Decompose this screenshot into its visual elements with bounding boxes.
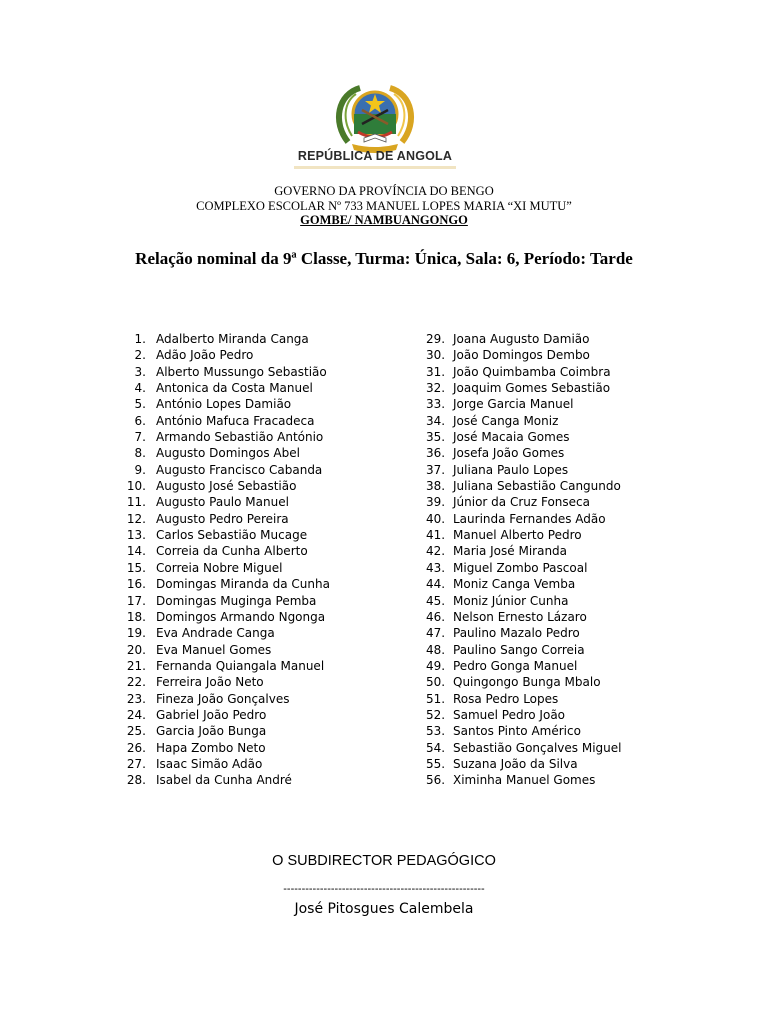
list-item [122,331,330,347]
list-item-number: 27. [126,756,146,771]
student-name: Juliana Paulo Lopes [453,462,569,477]
list-item-number: 30. [426,348,446,363]
list-item [426,494,621,510]
list-item-number: 28. [126,773,146,788]
list-item [122,478,330,494]
student-name: Pedro Gonga Manuel [453,658,578,673]
list-item-number: 40. [426,511,446,526]
list-item-number: 13. [126,528,146,543]
list-item [426,740,621,756]
list-item [122,462,330,478]
student-name: Augusto José Sebastião [156,479,297,494]
student-name: Gabriel João Pedro [156,707,267,722]
list-item-number: 4. [134,381,146,396]
student-name: Josefa João Gomes [453,446,565,461]
list-item [426,625,621,641]
list-item-number: 8. [134,446,146,461]
list-item-number: 23. [126,691,146,706]
student-name: Eva Manuel Gomes [156,642,272,657]
list-item [426,462,621,478]
list-item-number: 21. [126,658,146,673]
list-item [426,576,621,592]
student-name: João Quimbamba Coimbra [453,364,611,379]
student-name: Quingongo Bunga Mbalo [453,675,601,690]
student-name: Joaquim Gomes Sebastião [453,381,611,396]
list-item [122,511,330,527]
list-item-number: 38. [426,479,446,494]
document-title: Relação nominal da 9ª Classe, Turma: Única, Sala: 6, Período: Tarde [135,249,633,268]
list-item-number: 52. [426,707,446,722]
list-item [426,445,621,461]
student-name: Hapa Zombo Neto [156,740,266,755]
list-item-number: 25. [126,724,146,739]
list-item-number: 54. [426,740,446,755]
republica-angola-emblem [288,80,462,174]
list-item-number: 17. [126,593,146,608]
list-item-number: 33. [426,397,446,412]
list-item [426,772,621,788]
list-item [122,772,330,788]
student-name: António Lopes Damião [156,397,292,412]
list-item-number: 16. [126,577,146,592]
list-item-number: 29. [426,332,446,346]
list-item-number: 3. [134,364,146,379]
student-name: Augusto Pedro Pereira [156,511,289,526]
list-item [426,756,621,772]
list-item-number: 7. [134,430,146,445]
list-item [426,609,621,625]
list-item-number: 36. [426,446,446,461]
signature-line: ------------------------------------------------------- [283,883,485,895]
list-item [122,609,330,625]
list-item [122,691,330,707]
list-item [122,560,330,576]
student-name: Fineza João Gonçalves [156,691,290,706]
list-item-number: 50. [426,675,446,690]
list-item [426,347,621,363]
student-name: António Mafuca Fracadeca [156,413,315,428]
list-item-number: 1. [134,332,146,346]
list-item-number: 11. [126,495,146,510]
student-name: Paulino Sango Correia [453,642,585,657]
student-name: Carlos Sebastião Mucage [156,528,308,543]
list-item [426,364,621,380]
student-name: Fernanda Quiangala Manuel [156,658,325,673]
list-item-number: 46. [426,609,446,624]
list-item [426,429,621,445]
student-name: Juliana Sebastião Cangundo [453,479,621,494]
student-name: Moniz Canga Vemba [453,577,576,592]
list-item-number: 55. [426,756,446,771]
list-item [426,560,621,576]
list-item [122,740,330,756]
student-name: Moniz Júnior Cunha [453,593,569,608]
list-item [122,380,330,396]
list-item [122,429,330,445]
student-name: Manuel Alberto Pedro [453,528,582,543]
list-item [426,543,621,559]
student-name: Ximinha Manuel Gomes [453,773,596,788]
student-name: Augusto Paulo Manuel [156,495,289,510]
list-item-number: 15. [126,560,146,575]
list-item [122,642,330,658]
header-line-location: GOMBE/ NAMBUANGONGO [300,213,468,227]
list-item [426,658,621,674]
list-item [122,707,330,723]
student-name: Armando Sebastião António [156,430,324,445]
list-item-number: 47. [426,626,446,641]
student-name: Augusto Francisco Cabanda [156,462,323,477]
list-item [122,445,330,461]
list-item-number: 10. [126,479,146,494]
list-item-number: 35. [426,430,446,445]
list-item [426,723,621,739]
list-item [122,527,330,543]
list-item [122,625,330,641]
student-name: Samuel Pedro João [453,707,566,722]
student-name: Suzana João da Silva [453,756,578,771]
student-name: Correia Nobre Miguel [156,560,283,575]
signature-name: José Pitosgues Calembela [294,901,474,917]
list-item [426,396,621,412]
student-name: Santos Pinto Américo [453,724,581,739]
list-item [122,658,330,674]
student-list-left [122,331,330,789]
list-item-number: 20. [126,642,146,657]
list-item-number: 53. [426,724,446,739]
list-item-number: 45. [426,593,446,608]
list-item [122,364,330,380]
list-item-number: 39. [426,495,446,510]
list-item-number: 44. [426,577,446,592]
list-item [426,527,621,543]
list-item-number: 42. [426,544,446,559]
list-item-number: 12. [126,511,146,526]
list-item-number: 24. [126,707,146,722]
header-line-school: COMPLEXO ESCOLAR Nº 733 MANUEL LOPES MARIA “XI MUTU” [196,199,572,213]
list-item-number: 41. [426,528,446,543]
list-item [426,380,621,396]
list-item-number: 49. [426,658,446,673]
student-name: Maria José Miranda [453,544,568,559]
header-line-province: GOVERNO DA PROVÍNCIA DO BENGO [274,184,494,198]
list-item [426,674,621,690]
student-name: Joana Augusto Damião [453,332,590,346]
list-item-number: 5. [134,397,146,412]
student-name: Antonica da Costa Manuel [156,381,313,396]
student-name: Domingos Armando Ngonga [156,609,326,624]
signature-title: O SUBDIRECTOR PEDAGÓGICO [272,853,496,869]
list-item-number: 56. [426,773,446,788]
list-item [426,691,621,707]
list-item [122,396,330,412]
list-item [426,413,621,429]
list-item [122,723,330,739]
student-name: Correia da Cunha Alberto [156,544,308,559]
list-item-number: 48. [426,642,446,657]
list-item [122,413,330,429]
list-item [426,331,621,347]
list-item [122,543,330,559]
list-item-number: 32. [426,381,446,396]
student-name: Domingas Muginga Pemba [156,593,317,608]
student-name: João Domingos Dembo [453,348,590,363]
list-item [122,756,330,772]
list-item [122,576,330,592]
list-item-number: 37. [426,462,446,477]
student-name: Garcia João Bunga [156,724,267,739]
student-name: José Macaia Gomes [453,430,570,445]
list-item-number: 18. [126,609,146,624]
student-name: Jorge Garcia Manuel [453,397,574,412]
student-name: Rosa Pedro Lopes [453,691,559,706]
list-item [122,674,330,690]
student-name: Augusto Domingos Abel [156,446,300,461]
student-name: Alberto Mussungo Sebastião [156,364,327,379]
list-item-number: 34. [426,413,446,428]
student-name: Eva Andrade Canga [156,626,275,641]
list-item-number: 14. [126,544,146,559]
list-item-number: 22. [126,675,146,690]
list-item [426,707,621,723]
list-item [122,347,330,363]
student-name: Nelson Ernesto Lázaro [453,609,587,624]
list-item [122,593,330,609]
student-name: Isaac Simão Adão [156,756,263,771]
student-list-right [426,331,621,789]
student-name: Paulino Mazalo Pedro [453,626,580,641]
student-name: Laurinda Fernandes Adão [453,511,606,526]
list-item-number: 43. [426,560,446,575]
student-name: José Canga Moniz [453,413,559,428]
student-name: Domingas Miranda da Cunha [156,577,330,592]
student-name: Isabel da Cunha André [156,773,292,788]
student-name: Sebastião Gonçalves Miguel [453,740,622,755]
list-item-number: 2. [134,348,146,363]
list-item [122,494,330,510]
student-name: Júnior da Cruz Fonseca [453,495,590,510]
list-item [426,511,621,527]
list-item-number: 51. [426,691,446,706]
list-item [426,478,621,494]
list-item-number: 31. [426,364,446,379]
list-item-number: 26. [126,740,146,755]
student-name: Miguel Zombo Pascoal [453,560,588,575]
list-item-number: 9. [134,462,146,477]
emblem-caption: REPÚBLICA DE ANGOLA [297,149,453,163]
list-item-number: 19. [126,626,146,641]
student-name: Adão João Pedro [156,348,254,363]
student-name: Ferreira João Neto [156,675,264,690]
list-item [426,593,621,609]
list-item-number: 6. [134,413,146,428]
student-name: Adalberto Miranda Canga [156,332,309,346]
list-item [426,642,621,658]
